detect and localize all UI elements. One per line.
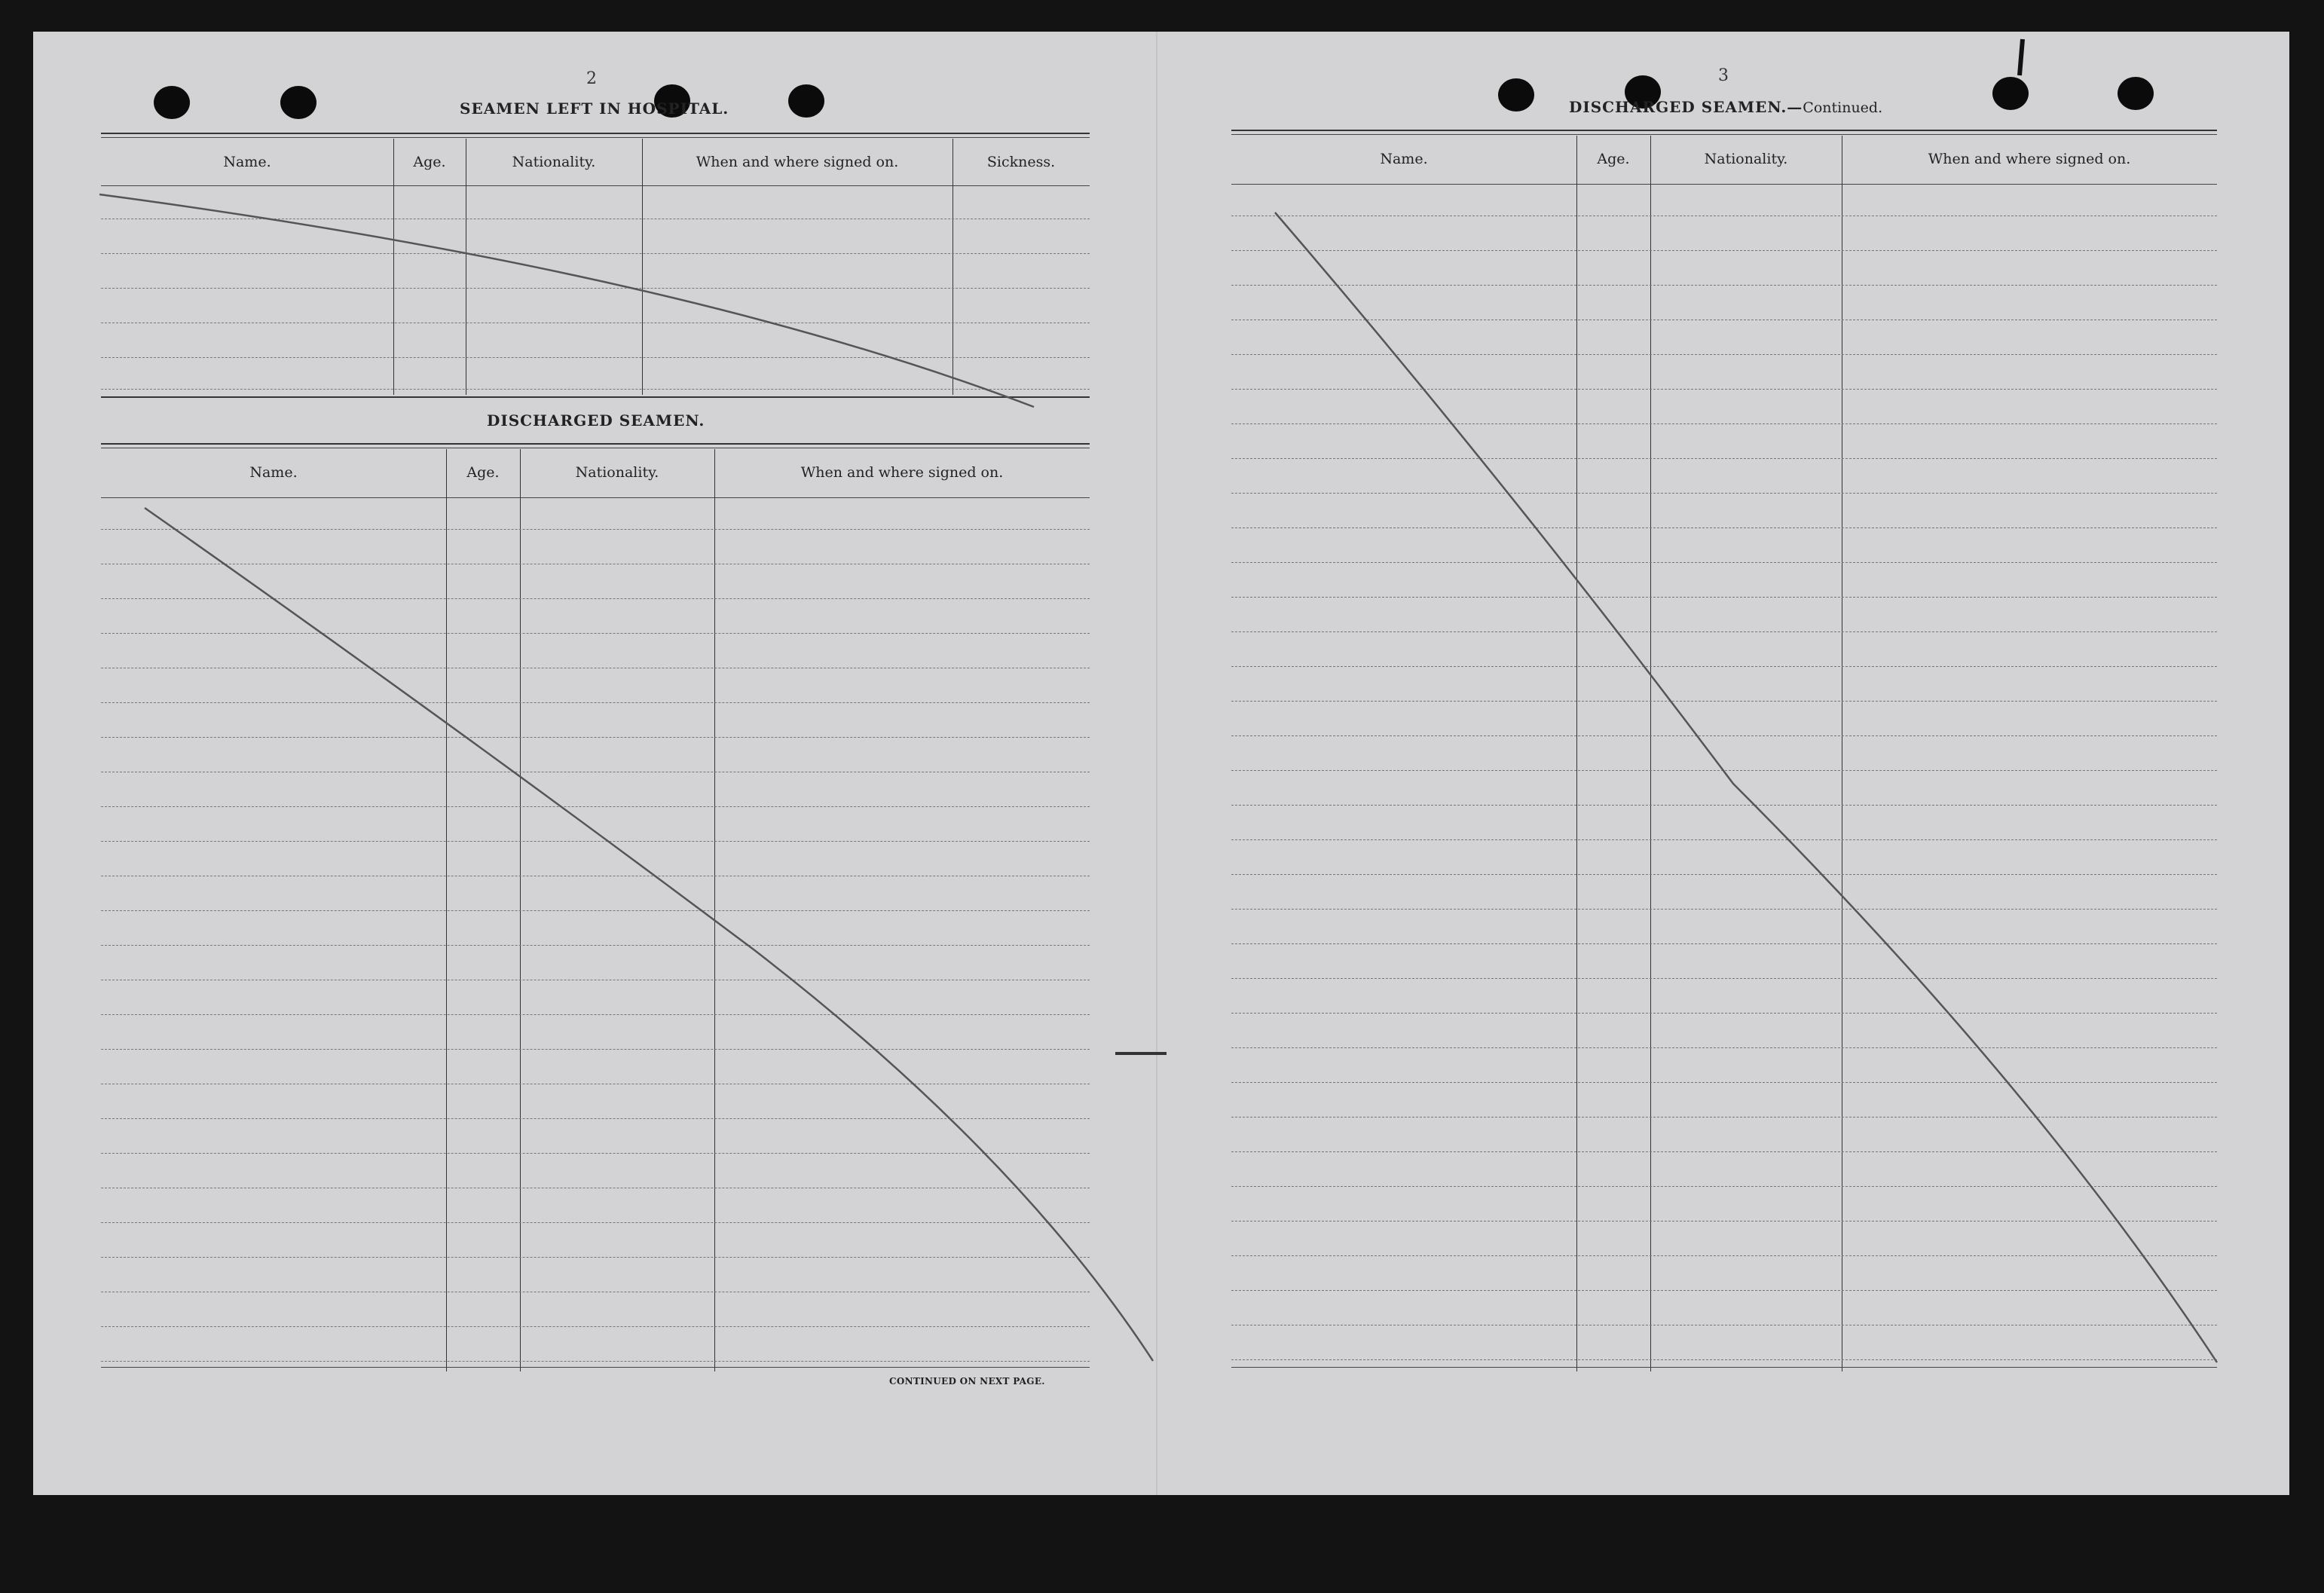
hospital-section-title: SEAMEN LEFT IN HOSPITAL. <box>460 99 729 118</box>
col-header-age: Age. <box>466 464 500 481</box>
col-header-nationality: Nationality. <box>575 464 659 481</box>
col-header-name: Name. <box>249 464 298 481</box>
col-header-age: Age. <box>1597 151 1630 167</box>
continued-suffix: Continued. <box>1803 99 1883 116</box>
discharged-section-title: DISCHARGED SEAMEN. <box>487 411 705 430</box>
discharged-right-cancel-stroke <box>1275 213 2217 1362</box>
discharged-left-cancel-stroke <box>145 508 1153 1361</box>
col-header-sickness: Sickness. <box>986 154 1056 170</box>
continued-note: CONTINUED ON NEXT PAGE. <box>889 1376 1045 1387</box>
page-number-right: 3 <box>1718 66 1729 85</box>
col-header-age: Age. <box>413 154 446 170</box>
col-header-nationality: Nationality. <box>512 154 596 170</box>
discharged-continued-label: DISCHARGED SEAMEN.— <box>1569 98 1803 116</box>
ink-mark <box>2020 39 2023 75</box>
page-number-left: 2 <box>586 69 597 88</box>
col-header-name: Name. <box>223 154 271 170</box>
col-header-signed-on: When and where signed on. <box>800 464 1004 481</box>
col-header-signed-on: When and where signed on. <box>1928 151 2131 167</box>
col-header-nationality: Nationality. <box>1704 151 1788 167</box>
col-header-signed-on: When and where signed on. <box>696 154 899 170</box>
hospital-cancel-stroke <box>99 194 1034 407</box>
col-header-name: Name. <box>1380 151 1428 167</box>
